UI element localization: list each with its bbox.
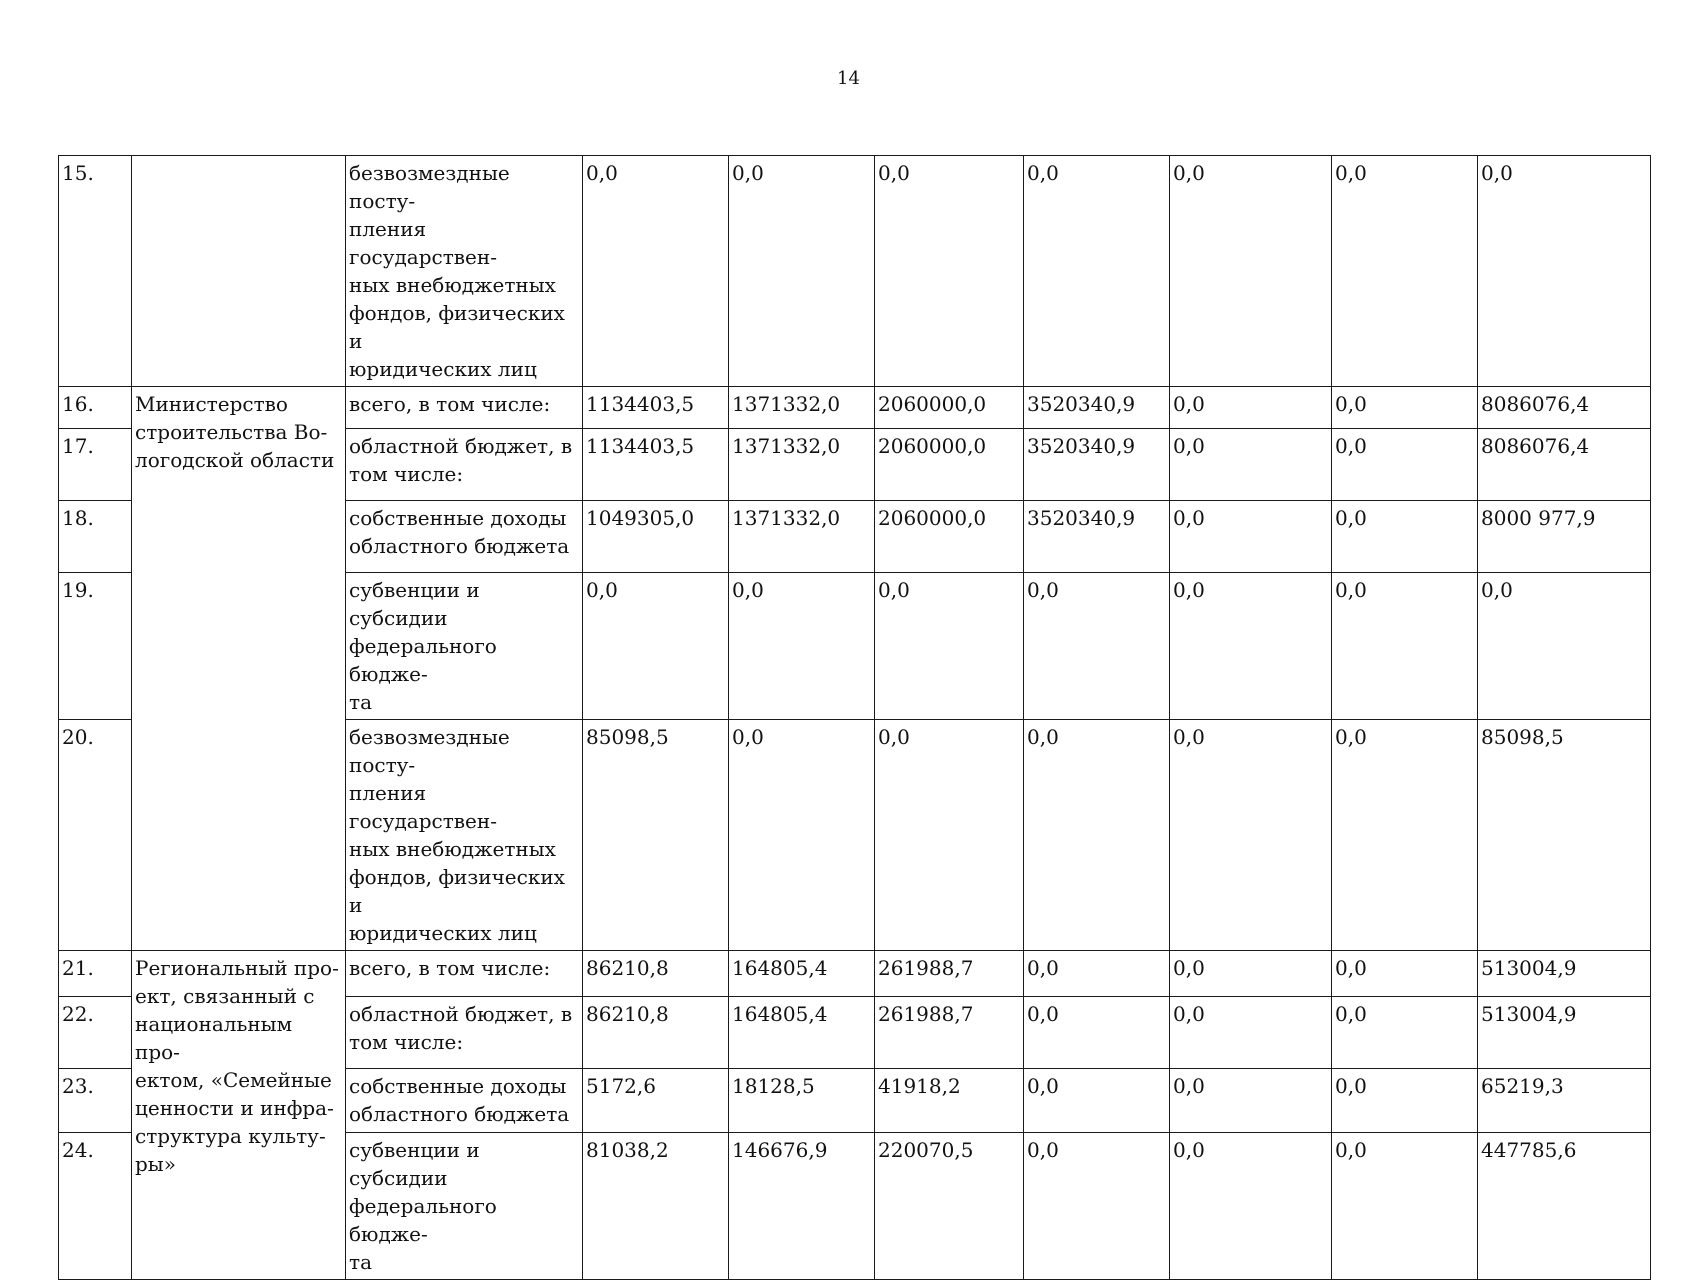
value-cell: 5172,6 [583,1069,729,1133]
value-cell: 8086076,4 [1478,429,1651,501]
value-cell: 3520340,9 [1024,501,1170,573]
value-cell: 1371332,0 [729,429,875,501]
value-cell: 0,0 [1170,951,1332,997]
value-cell: 146676,9 [729,1133,875,1280]
value-cell: 86210,8 [583,951,729,997]
value-cell: 0,0 [875,573,1024,720]
value-cell: 513004,9 [1478,951,1651,997]
value-cell: 1049305,0 [583,501,729,573]
value-cell: 0,0 [1170,1069,1332,1133]
value-cell: 1134403,5 [583,429,729,501]
value-cell: 0,0 [1332,573,1478,720]
value-cell: 0,0 [1332,501,1478,573]
value-cell: 0,0 [1332,156,1478,387]
value-cell: 1371332,0 [729,501,875,573]
group-name [132,156,346,387]
value-cell: 0,0 [1170,1133,1332,1280]
value-cell: 0,0 [583,573,729,720]
value-cell: 3520340,9 [1024,429,1170,501]
value-cell: 447785,6 [1478,1133,1651,1280]
row-number: 17. [59,429,132,501]
row-description: всего, в том числе: [346,387,583,429]
value-cell: 0,0 [583,156,729,387]
row-number: 15. [59,156,132,387]
value-cell: 0,0 [1332,951,1478,997]
row-description: областной бюджет, в том числе: [346,429,583,501]
value-cell: 0,0 [1024,573,1170,720]
group-name: Региональный про- ект, связанный с национальным про- ектом, «Семейные ценности и инфра- структура культу- ры» [132,951,346,1280]
value-cell: 0,0 [1170,573,1332,720]
value-cell: 0,0 [1024,156,1170,387]
value-cell: 3520340,9 [1024,387,1170,429]
row-description: всего, в том числе: [346,951,583,997]
table-row [59,387,1651,429]
value-cell: 81038,2 [583,1133,729,1280]
row-number: 16. [59,387,132,429]
row-number: 20. [59,720,132,951]
value-cell: 2060000,0 [875,387,1024,429]
value-cell: 2060000,0 [875,429,1024,501]
value-cell: 0,0 [1170,156,1332,387]
value-cell: 0,0 [729,156,875,387]
row-number: 24. [59,1133,132,1280]
value-cell: 0,0 [1332,1133,1478,1280]
row-description: субвенции и субсидии федерального бюдже- та [346,573,583,720]
group-name: Министерство строительства Во- логодской области [132,387,346,951]
table-row [59,156,1651,387]
value-cell: 86210,8 [583,997,729,1069]
value-cell: 0,0 [1332,997,1478,1069]
row-number: 19. [59,573,132,720]
value-cell: 0,0 [1332,387,1478,429]
value-cell: 220070,5 [875,1133,1024,1280]
value-cell: 18128,5 [729,1069,875,1133]
value-cell: 0,0 [1024,951,1170,997]
value-cell: 2060000,0 [875,501,1024,573]
table-row [59,951,1651,997]
value-cell: 0,0 [1332,720,1478,951]
value-cell: 0,0 [1478,573,1651,720]
value-cell: 0,0 [729,573,875,720]
value-cell: 0,0 [1170,720,1332,951]
value-cell: 85098,5 [583,720,729,951]
value-cell: 0,0 [1332,429,1478,501]
value-cell: 164805,4 [729,951,875,997]
value-cell: 0,0 [1332,1069,1478,1133]
value-cell: 1371332,0 [729,387,875,429]
row-description: собственные доходы областного бюджета [346,501,583,573]
value-cell: 0,0 [875,720,1024,951]
value-cell: 0,0 [1024,997,1170,1069]
row-description: субвенции и субсидии федерального бюдже- та [346,1133,583,1280]
row-number: 21. [59,951,132,997]
value-cell: 0,0 [1170,501,1332,573]
value-cell: 0,0 [1170,387,1332,429]
page-number: 14 [837,68,860,89]
value-cell: 0,0 [1170,997,1332,1069]
row-description: областной бюджет, в том числе: [346,997,583,1069]
value-cell: 0,0 [875,156,1024,387]
value-cell: 8086076,4 [1478,387,1651,429]
value-cell: 261988,7 [875,997,1024,1069]
budget-table [58,155,1651,1280]
value-cell: 0,0 [1478,156,1651,387]
value-cell: 85098,5 [1478,720,1651,951]
row-number: 18. [59,501,132,573]
value-cell: 8000 977,9 [1478,501,1651,573]
row-description: собственные доходы областного бюджета [346,1069,583,1133]
value-cell: 65219,3 [1478,1069,1651,1133]
value-cell: 513004,9 [1478,997,1651,1069]
value-cell: 0,0 [1024,720,1170,951]
value-cell: 164805,4 [729,997,875,1069]
value-cell: 1134403,5 [583,387,729,429]
row-number: 22. [59,997,132,1069]
value-cell: 0,0 [1024,1133,1170,1280]
row-number: 23. [59,1069,132,1133]
value-cell: 261988,7 [875,951,1024,997]
row-description: безвозмездные посту- пления государствен- ных внебюджетных фондов, физических и юридических лиц [346,156,583,387]
value-cell: 0,0 [729,720,875,951]
value-cell: 0,0 [1170,429,1332,501]
row-description: безвозмездные посту- пления государствен- ных внебюджетных фондов, физических и юридических лиц [346,720,583,951]
value-cell: 41918,2 [875,1069,1024,1133]
value-cell: 0,0 [1024,1069,1170,1133]
